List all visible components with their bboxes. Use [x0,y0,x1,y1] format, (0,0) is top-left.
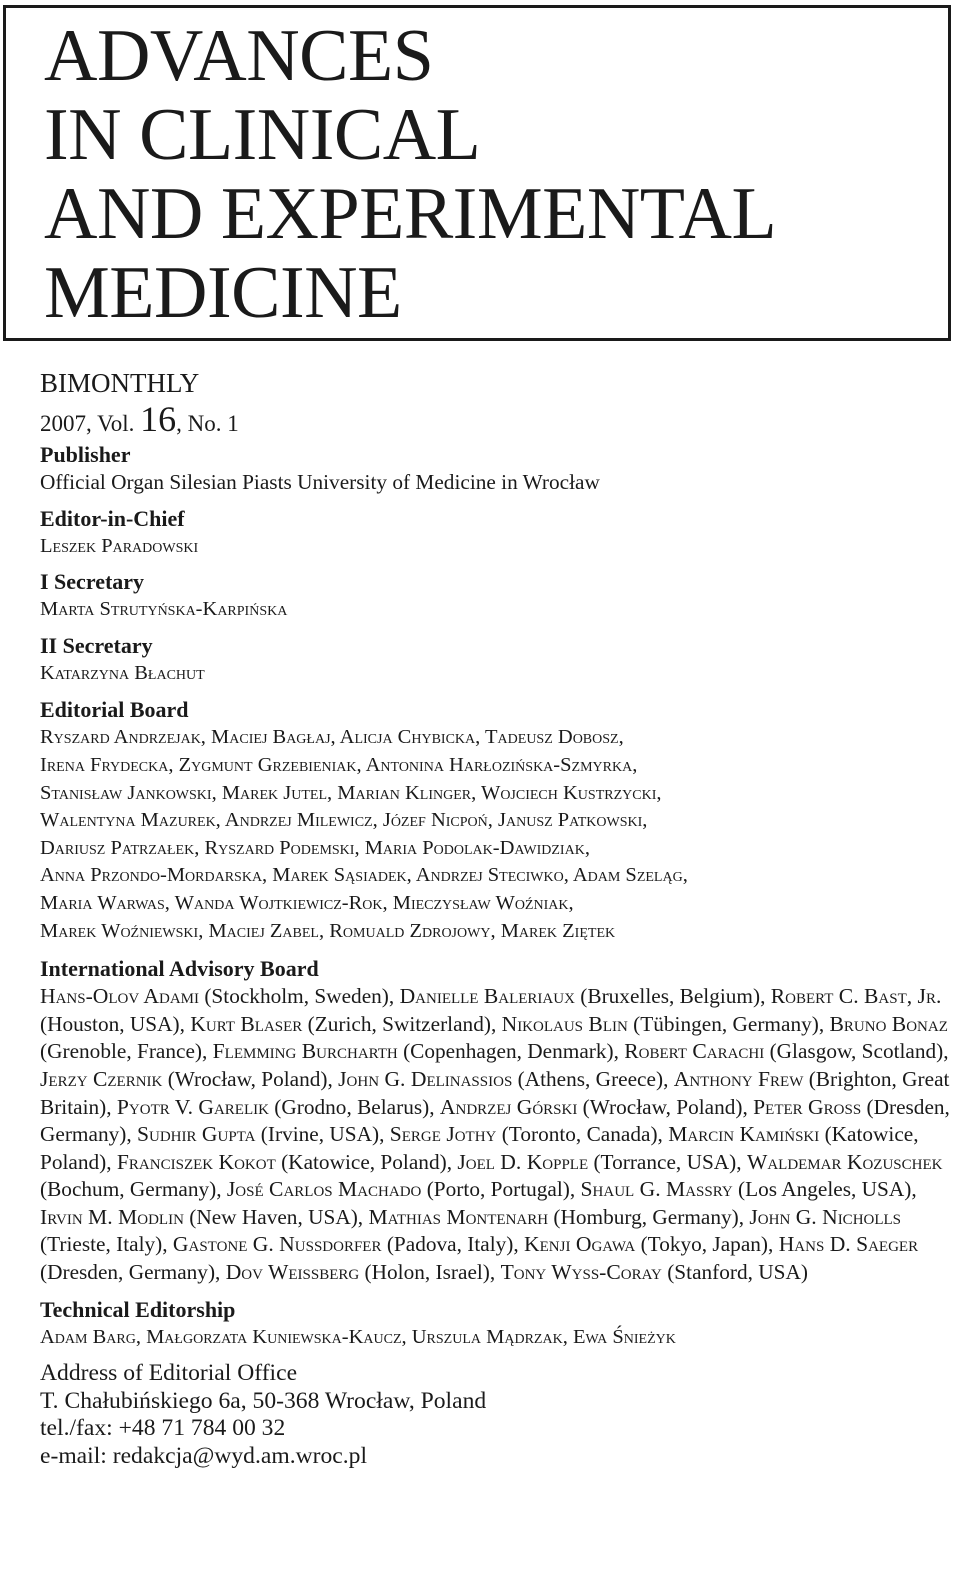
advisory-member-location: (Tübingen, Germany) [633,1011,819,1036]
advisory-member-location: (Zurich, Switzerland) [307,1011,491,1036]
advisory-board-section [40,955,955,1287]
technical-editorship-section [40,1296,955,1352]
editorial-board-label: Editorial Board [40,697,189,723]
advisory-member-name: Waldemar Kozuschek [746,1149,943,1174]
advisory-member-name: Anthony Frew [673,1066,804,1091]
secretary-1-name: Marta Strutyńska-Karpińska [40,598,288,621]
editorial-board-line: Maria Warwas, Wanda Wojtkiewicz-Rok, Mieczysław Woźniak, [40,891,574,914]
secretary-2-section [40,632,955,688]
advisory-member-name: Andrzej Górski [439,1094,578,1119]
journal-title-line-4: MEDICINE [44,252,402,334]
publisher-section [40,441,955,497]
publisher-label: Publisher [40,442,131,467]
advisory-member-location: (Katowice, Poland) [281,1149,447,1174]
number-label: No. [187,411,222,436]
advisory-member-location: (Glasgow, Scotland) [769,1039,944,1064]
advisory-member-name: Irvin M. Modlin [40,1204,184,1229]
advisory-member-name: Robert Carachi [624,1039,765,1064]
advisory-member-name: Robert C. Bast, Jr. [770,984,942,1009]
advisory-member-name: Kenji Ogawa [524,1232,636,1257]
advisory-member-location: (Houston, USA) [40,1011,180,1036]
editorial-board-line: Irena Frydecka, Zygmunt Grzebieniak, Antonina Harłozińska-Szmyrka, [40,753,638,776]
advisory-member-name: Franciszek Kokot [116,1149,276,1174]
editor-in-chief-label: Editor-in-Chief [40,505,185,531]
advisory-member-location: (Wrocław, Poland) [167,1066,328,1091]
editorial-office-address: T. Chałubińskiego 6a, 50-368 Wrocław, Poland [40,1387,487,1414]
editorial-board-section [40,696,955,945]
editorial-board-line: Dariusz Patrzałek, Ryszard Podemski, Maria Podolak-Dawidziak, [40,836,590,859]
advisory-member-location: (Dresden, Germany) [40,1094,950,1147]
editorial-board-line: Stanisław Jankowski, Marek Jutel, Marian Klinger, Wojciech Kustrzycki, [40,781,662,804]
editorial-board-line: Ryszard Andrzejak, Maciej Bagłaj, Alicja Chybicka, Tadeusz Dobosz, [40,726,624,749]
issue-year: 2007 [40,411,86,436]
journal-title-line-3: AND EXPERIMENTAL [44,173,777,255]
advisory-member-name: Serge Jothy [389,1122,497,1147]
advisory-member-name: Jerzy Czernik [40,1066,163,1091]
advisory-member-location: (Athens, Greece) [517,1066,664,1091]
editorial-office-section [40,1360,955,1470]
advisory-board-list: Hans-Olov Adami (Stockholm, Sweden), Danielle Baleriaux (Bruxelles, Belgium), Robert C. Bast, Jr. (Houston, USA), Kurt Blaser (Zurich, Switzerland), Nikolaus Blin (Tübingen, Germany), Bruno Bonaz (Grenoble, France), Flemming Burcharth (Copenhagen, Denmark), Robert Carachi (Glasgow, Scotland), Jerzy Czernik (Wrocław, Poland), John G. Delinassios (Athens, Greece), Anthony Frew (Brighton, Great Britain), Pyotr V. Garelik (Grodno, Belarus), Andrzej Górski (Wrocław, Poland), Peter Gross (Dresden, Germany), Sudhir Gupta (Irvine, USA), Serge Jothy (Toronto, Canada), Marcin Kamiński (Katowice, Poland), Franciszek Kokot (Katowice, Poland), Joel D. Kopple (Torrance, USA), Waldemar Kozuschek (Bochum, Germany), José Carlos Machado (Porto, Portugal), Shaul G. Massry (Los Angeles, USA), Irvin M. Modlin (New Haven, USA), Mathias Montenarh (Homburg, Germany), John G. Nicholls (Trieste, Italy), Gastone G. Nussdorfer (Padova, Italy), Kenji Ogawa (Tokyo, Japan), Hans D. Saeger (Dresden, Germany), Dov Weissberg (Holon, Israel), Tony Wyss-Coray (Stanford, USA) [40,984,950,1285]
advisory-member-location: (Tokyo, Japan) [640,1232,769,1257]
advisory-member-location: (Toronto, Canada) [501,1122,658,1147]
advisory-member-name: Kurt Blaser [190,1011,303,1036]
editorial-office-label: Address of Editorial Office [40,1360,298,1387]
advisory-member-name: Hans-Olov Adami [40,984,200,1009]
advisory-member-location: (Torrance, USA) [593,1149,737,1174]
advisory-member-name: John G. Delinassios [338,1066,513,1091]
volume-label: Vol. [97,411,135,436]
advisory-member-location: (Irvine, USA) [260,1122,380,1147]
editorial-office-email[interactable]: e-mail: redakcja@wyd.am.wroc.pl [40,1443,368,1470]
advisory-member-location: (Grenoble, France) [40,1039,203,1064]
editorial-board-line: Anna Przondo-Mordarska, Marek Sąsiadek, Andrzej Steciwko, Adam Szeląg, [40,864,688,887]
advisory-member-name: Marcin Kamiński [668,1122,820,1147]
editorial-board-line: Walentyna Mazurek, Andrzej Milewicz, Józef Nicpoń, Janusz Patkowski, [40,809,648,832]
editor-in-chief-name: Leszek Paradowski [40,534,199,557]
advisory-member-location: (Porto, Portugal) [426,1177,570,1202]
issue-info: 2007, Vol. 16, No. 1 [40,399,239,439]
secretary-1-label: I Secretary [40,569,145,595]
advisory-member-location: (Bochum, Germany) [40,1177,217,1202]
advisory-member-name: Sudhir Gupta [137,1122,256,1147]
advisory-member-location: (Stanford, USA) [667,1260,808,1285]
advisory-member-location: (Bruxelles, Belgium) [580,984,761,1009]
advisory-member-location: (Brighton, Great Britain) [40,1066,950,1119]
advisory-member-name: Gastone G. Nussdorfer [172,1232,382,1257]
advisory-member-name: Shaul G. Massry [580,1177,733,1202]
secretary-2-name: Katarzyna Błachut [40,661,205,684]
advisory-member-name: Danielle Baleriaux [399,984,575,1009]
advisory-member-name: Nikolaus Blin [501,1011,628,1036]
advisory-member-name: Tony Wyss-Coray [500,1260,662,1285]
journal-title-line-2: IN CLINICAL [44,94,481,176]
advisory-member-name: Flemming Burcharth [212,1039,398,1064]
advisory-member-location: (Wrocław, Poland) [582,1094,743,1119]
advisory-member-location: (New Haven, USA) [189,1204,358,1229]
volume-number: 16 [140,399,177,439]
journal-title-line-1: ADVANCES [44,15,434,97]
editorial-board-line: Marek Woźniewski, Maciej Zabel, Romuald Zdrojowy, Marek Ziętek [40,919,616,942]
advisory-member-location: (Los Angeles, USA) [738,1177,912,1202]
advisory-member-name: Joel D. Kopple [457,1149,589,1174]
technical-editorship-names: Adam Barg, Małgorzata Kuniewska-Kaucz, Urszula Mądrzak, Ewa Śnieżyk [40,1325,676,1348]
technical-editorship-label: Technical Editorship [40,1296,236,1322]
advisory-member-location: (Grodno, Belarus) [274,1094,430,1119]
publisher-value: Official Organ Silesian Piasts University of Medicine in Wrocław [40,470,600,494]
masthead-content [40,366,955,1471]
advisory-member-location: (Katowice, Poland) [40,1122,919,1174]
advisory-member-location: (Padova, Italy) [386,1232,514,1257]
advisory-member-name: Mathias Montenarh [368,1204,549,1229]
issue-number: 1 [227,411,239,436]
editorial-office-phone: tel./fax: +48 71 784 00 32 [40,1415,286,1442]
publication-frequency: BIMONTHLY [40,368,200,398]
journal-title-box [3,5,951,341]
advisory-member-location: (Homburg, Germany) [553,1204,739,1229]
advisory-member-name: Hans D. Saeger [778,1232,919,1257]
advisory-member-name: Peter Gross [753,1094,862,1119]
advisory-member-location: (Trieste, Italy) [40,1232,163,1257]
advisory-member-name: Pyotr V. Garelik [116,1094,269,1119]
advisory-member-location: (Stockholm, Sweden) [204,984,389,1009]
advisory-board-label: International Advisory Board [40,956,319,982]
advisory-member-name: José Carlos Machado [226,1177,422,1202]
advisory-member-name: Dov Weissberg [225,1260,360,1285]
secretary-1-section [40,568,955,624]
secretary-2-label: II Secretary [40,632,153,658]
advisory-member-name: Bruno Bonaz [829,1011,948,1036]
editor-in-chief-section [40,505,955,561]
advisory-member-location: (Dresden, Germany) [40,1260,216,1285]
advisory-member-name: John G. Nicholls [749,1204,902,1229]
advisory-member-location: (Copenhagen, Denmark) [403,1039,614,1064]
advisory-member-location: (Holon, Israel) [364,1260,490,1285]
